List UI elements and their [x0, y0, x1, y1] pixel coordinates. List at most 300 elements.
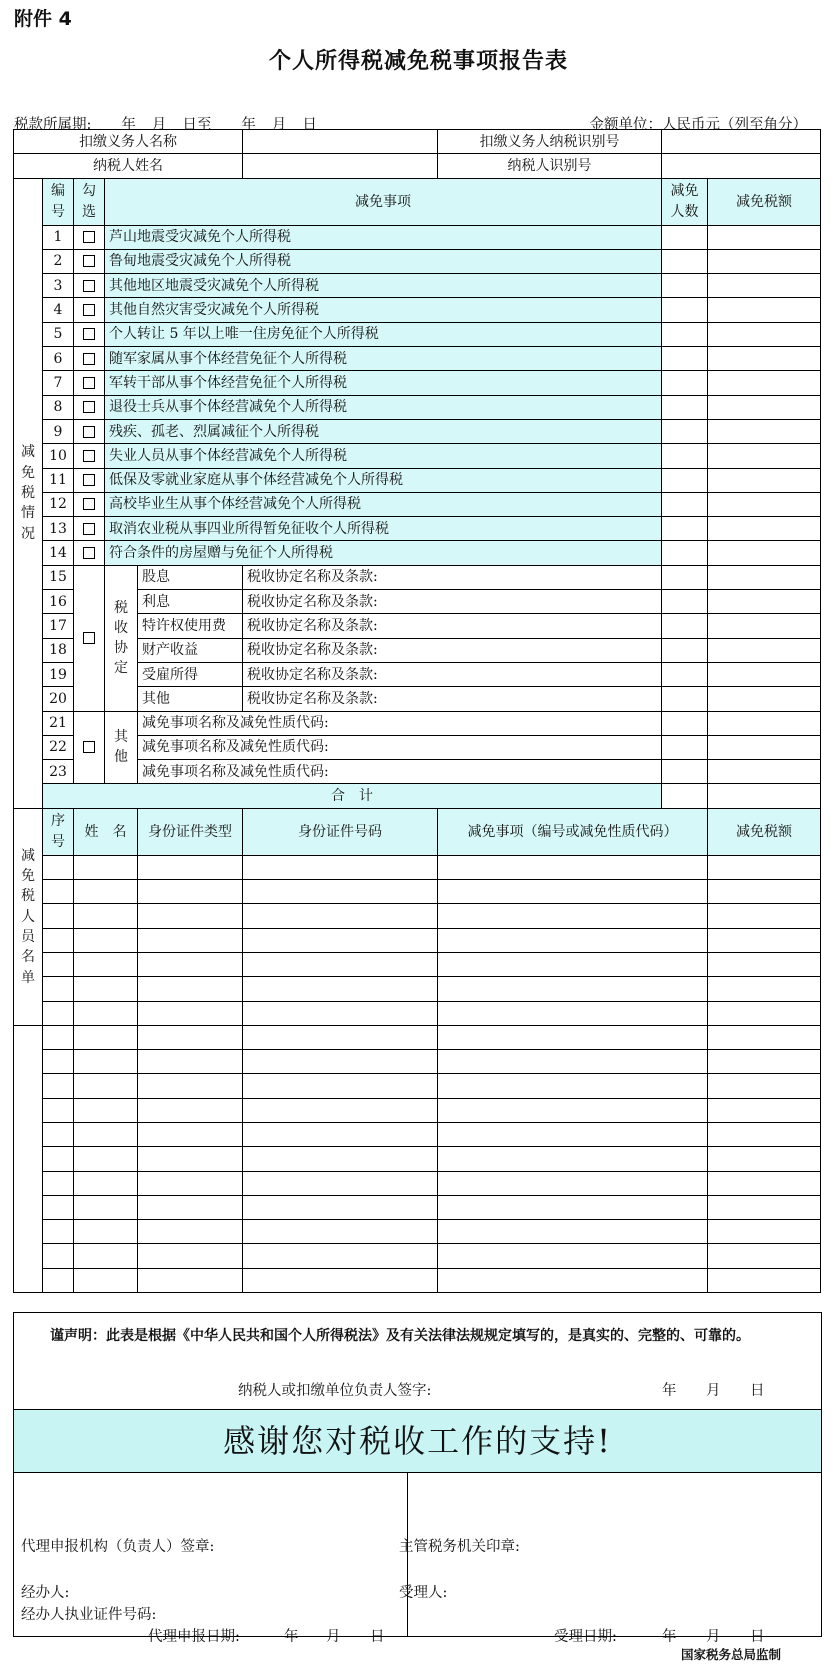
vertical-char: 编 — [51, 183, 65, 200]
relief-row-no: 7 — [43, 371, 74, 395]
taxpayer-name-field[interactable] — [243, 154, 438, 178]
treaty-persons[interactable] — [662, 687, 708, 711]
other-row-no: 23 — [43, 760, 74, 784]
relief-row-persons[interactable] — [662, 541, 708, 565]
relief-row-amount[interactable] — [708, 492, 821, 516]
roster-name[interactable] — [74, 1074, 138, 1098]
roster-row — [14, 1098, 821, 1122]
relief-row-no: 14 — [43, 541, 74, 565]
roster-id-no[interactable] — [243, 1098, 438, 1122]
relief-row-persons[interactable] — [662, 249, 708, 273]
roster-section-continued — [14, 1025, 43, 1292]
treaty-income-type: 利息 — [138, 590, 243, 614]
authority-seal-label: 主管税务机关印章: — [399, 1539, 520, 1555]
relief-section-label — [14, 178, 43, 808]
relief-row-persons[interactable] — [662, 274, 708, 298]
footer-supervisor: 国家税务总局监制 — [680, 1647, 781, 1662]
roster-seq[interactable] — [43, 855, 74, 879]
treaty-name-clause[interactable]: 税收协定名称及条款: — [243, 614, 662, 638]
vertical-char: 免 — [21, 464, 35, 481]
other-row-no: 21 — [43, 711, 74, 735]
other-label — [105, 711, 138, 784]
authority-date-year: 年 — [662, 1629, 677, 1645]
relief-row-check[interactable] — [74, 419, 105, 443]
other-persons[interactable] — [662, 735, 708, 759]
roster-item[interactable] — [438, 1098, 708, 1122]
sign-label: 纳税人或扣缴单位负责人签字: — [238, 1383, 432, 1399]
roster-id-type[interactable] — [138, 1171, 243, 1195]
relief-row-no: 10 — [43, 444, 74, 468]
other-amount[interactable] — [708, 760, 821, 784]
relief-row-no: 13 — [43, 517, 74, 541]
relief-row-amount[interactable] — [708, 274, 821, 298]
treaty-amount[interactable] — [708, 614, 821, 638]
vertical-char: 协 — [114, 640, 128, 657]
roster-id-type[interactable] — [138, 1098, 243, 1122]
roster-id-no[interactable] — [243, 880, 438, 904]
roster-id-type[interactable] — [138, 952, 243, 976]
roster-id-no[interactable] — [243, 952, 438, 976]
agent-date-year: 年 — [284, 1629, 299, 1645]
roster-seq[interactable] — [43, 952, 74, 976]
roster-name[interactable] — [74, 952, 138, 976]
relief-row-no: 1 — [43, 225, 74, 249]
other-name-code[interactable]: 减免事项名称及减免性质代码: — [138, 735, 662, 759]
attachment-label: 附件 4 — [14, 8, 72, 30]
relief-row-amount[interactable] — [708, 419, 821, 443]
roster-seq[interactable] — [43, 1268, 74, 1292]
vertical-char: 税 — [21, 888, 35, 905]
relief-row-check[interactable] — [74, 541, 105, 565]
relief-row-amount[interactable] — [708, 347, 821, 371]
other-name-code[interactable]: 减免事项名称及减免性质代码: — [138, 711, 662, 735]
period-month-2: 月 — [271, 117, 287, 133]
roster-amount[interactable] — [708, 904, 821, 928]
period-year-1: 年 — [121, 117, 136, 133]
roster-seq[interactable] — [43, 1195, 74, 1219]
relief-row-check[interactable] — [74, 225, 105, 249]
treaty-persons[interactable] — [662, 590, 708, 614]
roster-seq[interactable] — [43, 1098, 74, 1122]
other-name-code[interactable]: 减免事项名称及减免性质代码: — [138, 760, 662, 784]
treaty-row-no: 17 — [43, 614, 74, 638]
roster-id-no[interactable] — [243, 1268, 438, 1292]
declaration-section — [13, 1312, 822, 1645]
roster-item[interactable] — [438, 1074, 708, 1098]
relief-row-no: 11 — [43, 468, 74, 492]
agent-handler-cert-label: 经办人执业证件号码: — [21, 1607, 157, 1623]
treaty-income-type: 受雇所得 — [138, 662, 243, 686]
other-amount[interactable] — [708, 735, 821, 759]
roster-amount[interactable] — [708, 952, 821, 976]
other-amount[interactable] — [708, 711, 821, 735]
roster-name[interactable] — [74, 1001, 138, 1025]
treaty-persons[interactable] — [662, 662, 708, 686]
period-year-2: 年 — [241, 117, 256, 133]
roster-name[interactable] — [74, 1171, 138, 1195]
col-item-header: 减免事项 — [105, 178, 662, 225]
roster-id-no[interactable] — [243, 928, 438, 952]
roster-amount[interactable] — [708, 855, 821, 879]
checkbox[interactable] — [83, 741, 95, 753]
roster-amount[interactable] — [708, 880, 821, 904]
roster-name[interactable] — [74, 1098, 138, 1122]
relief-row-amount[interactable] — [708, 225, 821, 249]
roster-item[interactable] — [438, 904, 708, 928]
roster-row — [14, 1268, 821, 1292]
roster-name[interactable] — [74, 855, 138, 879]
roster-id-no[interactable] — [243, 1122, 438, 1146]
checkbox[interactable] — [83, 377, 95, 389]
relief-row-amount[interactable] — [708, 298, 821, 322]
checkbox[interactable] — [83, 632, 95, 644]
roster-item[interactable] — [438, 1122, 708, 1146]
vertical-char: 免 — [21, 868, 35, 885]
roster-row — [14, 1195, 821, 1219]
treaty-amount[interactable] — [708, 638, 821, 662]
roster-id-type[interactable] — [138, 928, 243, 952]
treaty-name-clause[interactable]: 税收协定名称及条款: — [243, 565, 662, 589]
col-no-header — [43, 178, 74, 225]
withholder-name-field[interactable] — [243, 130, 438, 154]
roster-id-type[interactable] — [138, 1220, 243, 1244]
treaty-persons[interactable] — [662, 638, 708, 662]
roster-item[interactable] — [438, 855, 708, 879]
relief-row-amount[interactable] — [708, 444, 821, 468]
roster-amount[interactable] — [708, 1098, 821, 1122]
roster-item[interactable] — [438, 1171, 708, 1195]
roster-amount[interactable] — [708, 1220, 821, 1244]
relief-row-check[interactable] — [74, 298, 105, 322]
relief-row — [14, 395, 821, 419]
vertical-char: 号 — [51, 833, 65, 850]
checkbox[interactable] — [83, 401, 95, 413]
vertical-char: 人 — [21, 908, 35, 925]
vertical-char: 他 — [114, 749, 128, 766]
total-persons[interactable] — [662, 784, 708, 808]
treaty-persons[interactable] — [662, 565, 708, 589]
col-roster-amount-header: 减免税额 — [708, 808, 821, 855]
authority-date-month: 月 — [706, 1629, 721, 1645]
relief-row-amount[interactable] — [708, 541, 821, 565]
roster-id-type[interactable] — [138, 977, 243, 1001]
roster-item[interactable] — [438, 1050, 708, 1074]
checkbox[interactable] — [83, 255, 95, 267]
roster-id-no[interactable] — [243, 904, 438, 928]
roster-amount[interactable] — [708, 1195, 821, 1219]
roster-seq[interactable] — [43, 928, 74, 952]
col-name-header: 姓 名 — [74, 808, 138, 855]
treaty-check[interactable] — [74, 565, 105, 711]
roster-id-type[interactable] — [138, 1074, 243, 1098]
roster-item[interactable] — [438, 1268, 708, 1292]
roster-id-type[interactable] — [138, 1244, 243, 1268]
roster-amount[interactable] — [708, 1001, 821, 1025]
relief-row — [14, 517, 821, 541]
other-row-no: 22 — [43, 735, 74, 759]
roster-section-label — [14, 808, 43, 1025]
other-row — [14, 711, 821, 735]
vertical-char: 减 — [21, 847, 35, 864]
relief-row-amount[interactable] — [708, 468, 821, 492]
roster-id-no[interactable] — [243, 1025, 438, 1049]
relief-row-item: 退役士兵从事个体经营减免个人所得税 — [105, 395, 662, 419]
form-title: 个人所得税减免税事项报告表 — [268, 48, 568, 74]
roster-name[interactable] — [74, 1025, 138, 1049]
relief-row-persons[interactable] — [662, 322, 708, 346]
checkbox[interactable] — [83, 353, 95, 365]
roster-id-type[interactable] — [138, 1268, 243, 1292]
vertical-char: 选 — [82, 203, 96, 220]
vertical-char: 序 — [51, 813, 65, 830]
total-amount[interactable] — [708, 784, 821, 808]
taxpayer-name-label: 纳税人姓名 — [14, 154, 243, 178]
checkbox[interactable] — [83, 547, 95, 559]
relief-row-amount[interactable] — [708, 249, 821, 273]
roster-id-no[interactable] — [243, 855, 438, 879]
roster-id-no[interactable] — [243, 1171, 438, 1195]
sign-date-month: 月 — [706, 1383, 721, 1399]
treaty-label — [105, 565, 138, 711]
relief-row-persons[interactable] — [662, 444, 708, 468]
checkbox[interactable] — [83, 280, 95, 292]
relief-row-item: 鲁甸地震受灾减免个人所得税 — [105, 249, 662, 273]
roster-id-type[interactable] — [138, 904, 243, 928]
checkbox[interactable] — [83, 450, 95, 462]
roster-seq[interactable] — [43, 1244, 74, 1268]
roster-id-type[interactable] — [138, 1147, 243, 1171]
roster-id-no[interactable] — [243, 1147, 438, 1171]
roster-amount[interactable] — [708, 1171, 821, 1195]
roster-name[interactable] — [74, 1195, 138, 1219]
treaty-name-clause[interactable]: 税收协定名称及条款: — [243, 638, 662, 662]
relief-row-check[interactable] — [74, 347, 105, 371]
relief-row-persons[interactable] — [662, 468, 708, 492]
roster-id-type[interactable] — [138, 1195, 243, 1219]
treaty-name-clause[interactable]: 税收协定名称及条款: — [243, 687, 662, 711]
vertical-char: 收 — [114, 619, 128, 636]
checkbox[interactable] — [83, 523, 95, 535]
treaty-name-clause[interactable]: 税收协定名称及条款: — [243, 590, 662, 614]
roster-row — [14, 1122, 821, 1146]
roster-id-no[interactable] — [243, 977, 438, 1001]
treaty-row — [14, 565, 821, 589]
roster-seq[interactable] — [43, 1122, 74, 1146]
relief-row — [14, 468, 821, 492]
relief-row-check[interactable] — [74, 395, 105, 419]
agent-date-month: 月 — [326, 1629, 341, 1645]
relief-row — [14, 419, 821, 443]
agent-date-label: 代理申报日期: — [148, 1629, 240, 1645]
relief-row-persons[interactable] — [662, 419, 708, 443]
declaration-statement: 谨声明：此表是根据《中华人民共和国个人所得税法》及有关法律法规规定填写的，是真实的、完整的、可靠的。 — [50, 1328, 750, 1344]
roster-row — [14, 1220, 821, 1244]
roster-id-no[interactable] — [243, 1050, 438, 1074]
roster-row — [14, 928, 821, 952]
relief-row — [14, 444, 821, 468]
relief-row-check[interactable] — [74, 322, 105, 346]
relief-row-check[interactable] — [74, 249, 105, 273]
roster-seq[interactable] — [43, 1025, 74, 1049]
roster-seq[interactable] — [43, 1001, 74, 1025]
roster-row — [14, 952, 821, 976]
relief-row-amount[interactable] — [708, 322, 821, 346]
roster-amount[interactable] — [708, 1025, 821, 1049]
col-roster-item-header: 减免事项（编号或减免性质代码） — [438, 808, 708, 855]
relief-row-persons[interactable] — [662, 347, 708, 371]
roster-id-type[interactable] — [138, 880, 243, 904]
roster-item[interactable] — [438, 1195, 708, 1219]
relief-row-check[interactable] — [74, 492, 105, 516]
treaty-amount[interactable] — [708, 687, 821, 711]
roster-row — [14, 1050, 821, 1074]
relief-row-persons[interactable] — [662, 517, 708, 541]
relief-row-item: 其他地区地震受灾减免个人所得税 — [105, 274, 662, 298]
vertical-char: 税 — [114, 599, 128, 616]
roster-seq[interactable] — [43, 977, 74, 1001]
roster-row — [14, 977, 821, 1001]
checkbox[interactable] — [83, 498, 95, 510]
relief-row-check[interactable] — [74, 371, 105, 395]
roster-seq[interactable] — [43, 1147, 74, 1171]
relief-row-no: 3 — [43, 274, 74, 298]
roster-name[interactable] — [74, 1220, 138, 1244]
roster-name[interactable] — [74, 1268, 138, 1292]
roster-item[interactable] — [438, 1244, 708, 1268]
relief-row — [14, 249, 821, 273]
col-persons-header — [662, 178, 708, 225]
vertical-char: 减 — [21, 444, 35, 461]
checkbox[interactable] — [83, 426, 95, 438]
roster-seq[interactable] — [43, 1171, 74, 1195]
vertical-char: 勾 — [82, 183, 96, 200]
roster-name[interactable] — [74, 880, 138, 904]
sign-date-year: 年 — [662, 1383, 677, 1399]
relief-row-amount[interactable] — [708, 517, 821, 541]
relief-row-persons[interactable] — [662, 225, 708, 249]
roster-item[interactable] — [438, 1147, 708, 1171]
treaty-amount[interactable] — [708, 590, 821, 614]
roster-name[interactable] — [74, 1244, 138, 1268]
treaty-amount[interactable] — [708, 565, 821, 589]
agent-handler-label: 经办人: — [21, 1585, 70, 1601]
roster-row — [14, 1244, 821, 1268]
relief-row-persons[interactable] — [662, 371, 708, 395]
roster-id-no[interactable] — [243, 1244, 438, 1268]
relief-row-item: 随军家属从事个体经营免征个人所得税 — [105, 347, 662, 371]
roster-name[interactable] — [74, 1050, 138, 1074]
vertical-char: 情 — [21, 505, 35, 522]
roster-id-no[interactable] — [243, 1195, 438, 1219]
other-persons[interactable] — [662, 760, 708, 784]
roster-item[interactable] — [438, 977, 708, 1001]
withholder-name-label: 扣缴义务人名称 — [14, 130, 243, 154]
vertical-char: 其 — [114, 729, 128, 746]
roster-id-no[interactable] — [243, 1001, 438, 1025]
relief-row-amount[interactable] — [708, 371, 821, 395]
roster-item[interactable] — [438, 1001, 708, 1025]
treaty-income-type: 特许权使用费 — [138, 614, 243, 638]
other-check[interactable] — [74, 711, 105, 784]
roster-amount[interactable] — [708, 928, 821, 952]
relief-row-item: 军转干部从事个体经营免征个人所得税 — [105, 371, 662, 395]
roster-amount[interactable] — [708, 1074, 821, 1098]
roster-name[interactable] — [74, 1147, 138, 1171]
roster-id-type[interactable] — [138, 855, 243, 879]
roster-item[interactable] — [438, 928, 708, 952]
relief-row-check[interactable] — [74, 468, 105, 492]
relief-row-check[interactable] — [74, 274, 105, 298]
treaty-persons[interactable] — [662, 614, 708, 638]
roster-seq[interactable] — [43, 904, 74, 928]
roster-amount[interactable] — [708, 977, 821, 1001]
relief-row-persons[interactable] — [662, 298, 708, 322]
withholder-id-field[interactable] — [662, 130, 821, 154]
relief-row-amount[interactable] — [708, 395, 821, 419]
roster-item[interactable] — [438, 880, 708, 904]
checkbox[interactable] — [83, 231, 95, 243]
total-label: 合 计 — [43, 784, 662, 808]
other-persons[interactable] — [662, 711, 708, 735]
roster-amount[interactable] — [708, 1244, 821, 1268]
roster-amount[interactable] — [708, 1122, 821, 1146]
sign-date-day: 日 — [750, 1383, 765, 1399]
roster-item[interactable] — [438, 952, 708, 976]
treaty-name-clause[interactable]: 税收协定名称及条款: — [243, 662, 662, 686]
roster-amount[interactable] — [708, 1050, 821, 1074]
roster-id-type[interactable] — [138, 1025, 243, 1049]
roster-amount[interactable] — [708, 1147, 821, 1171]
relief-row-persons[interactable] — [662, 492, 708, 516]
vertical-char: 减免 — [670, 183, 699, 200]
roster-amount[interactable] — [708, 1268, 821, 1292]
relief-row-item: 个人转让 5 年以上唯一住房免征个人所得税 — [105, 322, 662, 346]
treaty-income-type: 股息 — [138, 565, 243, 589]
roster-seq[interactable] — [43, 1050, 74, 1074]
tax-period-label: 税款所属期: — [14, 117, 92, 133]
roster-seq[interactable] — [43, 1220, 74, 1244]
roster-name[interactable] — [74, 928, 138, 952]
roster-id-type[interactable] — [138, 1050, 243, 1074]
relief-row-item: 符合条件的房屋赠与免征个人所得税 — [105, 541, 662, 565]
roster-item[interactable] — [438, 1025, 708, 1049]
treaty-income-type: 其他 — [138, 687, 243, 711]
checkbox[interactable] — [83, 474, 95, 486]
taxpayer-id-field[interactable] — [662, 154, 821, 178]
roster-id-type[interactable] — [138, 1122, 243, 1146]
roster-seq[interactable] — [43, 1074, 74, 1098]
roster-item[interactable] — [438, 1220, 708, 1244]
roster-seq[interactable] — [43, 880, 74, 904]
roster-id-no[interactable] — [243, 1074, 438, 1098]
relief-row-check[interactable] — [74, 444, 105, 468]
relief-row-no: 12 — [43, 492, 74, 516]
roster-id-type[interactable] — [138, 1001, 243, 1025]
roster-id-no[interactable] — [243, 1220, 438, 1244]
relief-row-persons[interactable] — [662, 395, 708, 419]
treaty-amount[interactable] — [708, 662, 821, 686]
roster-name[interactable] — [74, 1122, 138, 1146]
relief-row-check[interactable] — [74, 517, 105, 541]
checkbox[interactable] — [83, 304, 95, 316]
roster-name[interactable] — [74, 977, 138, 1001]
relief-row — [14, 541, 821, 565]
checkbox[interactable] — [83, 328, 95, 340]
roster-name[interactable] — [74, 904, 138, 928]
relief-row — [14, 298, 821, 322]
relief-row-no: 6 — [43, 347, 74, 371]
relief-row-no: 2 — [43, 249, 74, 273]
